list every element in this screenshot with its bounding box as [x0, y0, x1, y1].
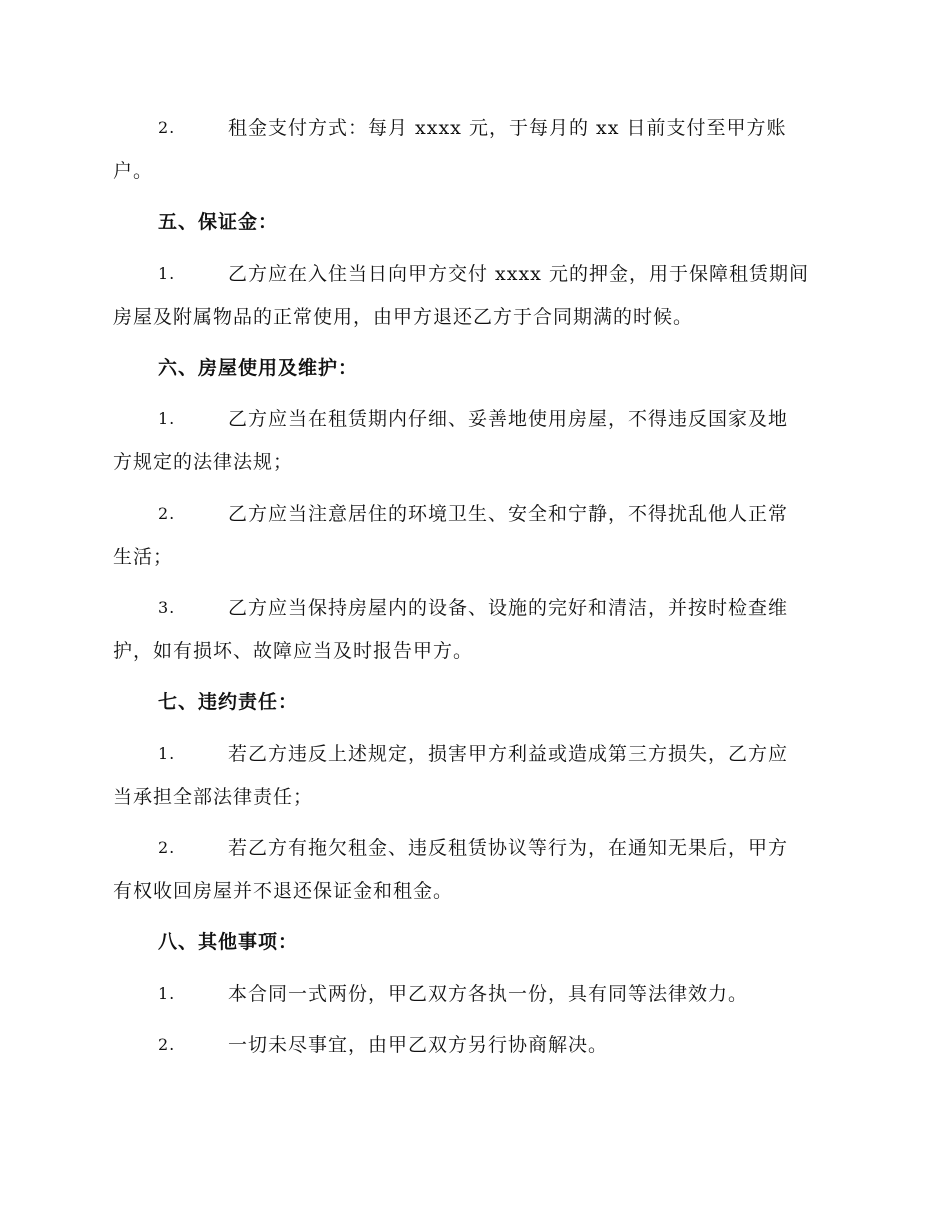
use-heading: 六、房屋使用及维护：	[158, 357, 359, 379]
deposit-heading: 五、保证金：	[158, 211, 279, 233]
liability-item-2-line2: 有权收回房屋并不退还保证金和租金。	[113, 880, 454, 902]
use-item-2-number: 2.	[158, 504, 176, 523]
use-item-1-line2: 方规定的法律法规；	[113, 451, 294, 473]
other-item-2-number: 2.	[158, 1035, 176, 1054]
rent-item-2-number: 2.	[158, 118, 176, 137]
deposit-item-1-line2: 房屋及附属物品的正常使用，由甲方退还乙方于合同期满的时候。	[113, 306, 694, 328]
use-item-1-line1: 乙方应当在租赁期内仔细、妥善地使用房屋，不得违反国家及地	[228, 408, 789, 430]
deposit-item-1-number: 1.	[158, 264, 176, 283]
liability-item-1-number: 1.	[158, 744, 176, 763]
use-item-3-line2: 护，如有损坏、故障应当及时报告甲方。	[113, 640, 474, 662]
liability-item-2-line1: 若乙方有拖欠租金、违反租赁协议等行为，在通知无果后，甲方	[228, 837, 789, 859]
other-item-1-number: 1.	[158, 984, 176, 1003]
rent-item-2-line1: 租金支付方式：每月 xxxx 元，于每月的 xx 日前支付至甲方账	[228, 117, 787, 139]
rent-item-2-line2: 户。	[113, 160, 154, 182]
deposit-item-1-line1: 乙方应在入住当日向甲方交付 xxxx 元的押金，用于保障租赁期间	[228, 263, 809, 285]
liability-item-2-number: 2.	[158, 838, 176, 857]
other-item-2-line1: 一切未尽事宜，由甲乙双方另行协商解决。	[228, 1034, 609, 1056]
other-heading: 八、其他事项：	[158, 931, 299, 953]
liability-heading: 七、违约责任：	[158, 691, 299, 713]
use-item-2-line2: 生活；	[113, 546, 174, 568]
use-item-2-line1: 乙方应当注意居住的环境卫生、安全和宁静，不得扰乱他人正常	[228, 503, 789, 525]
other-item-1-line1: 本合同一式两份，甲乙双方各执一份，具有同等法律效力。	[228, 983, 749, 1005]
liability-item-1-line2: 当承担全部法律责任；	[113, 786, 314, 808]
use-item-3-number: 3.	[158, 598, 176, 617]
liability-item-1-line1: 若乙方违反上述规定，损害甲方利益或造成第三方损失，乙方应	[228, 743, 789, 765]
use-item-3-line1: 乙方应当保持房屋内的设备、设施的完好和清洁，并按时检查维	[228, 597, 789, 619]
use-item-1-number: 1.	[158, 409, 176, 428]
